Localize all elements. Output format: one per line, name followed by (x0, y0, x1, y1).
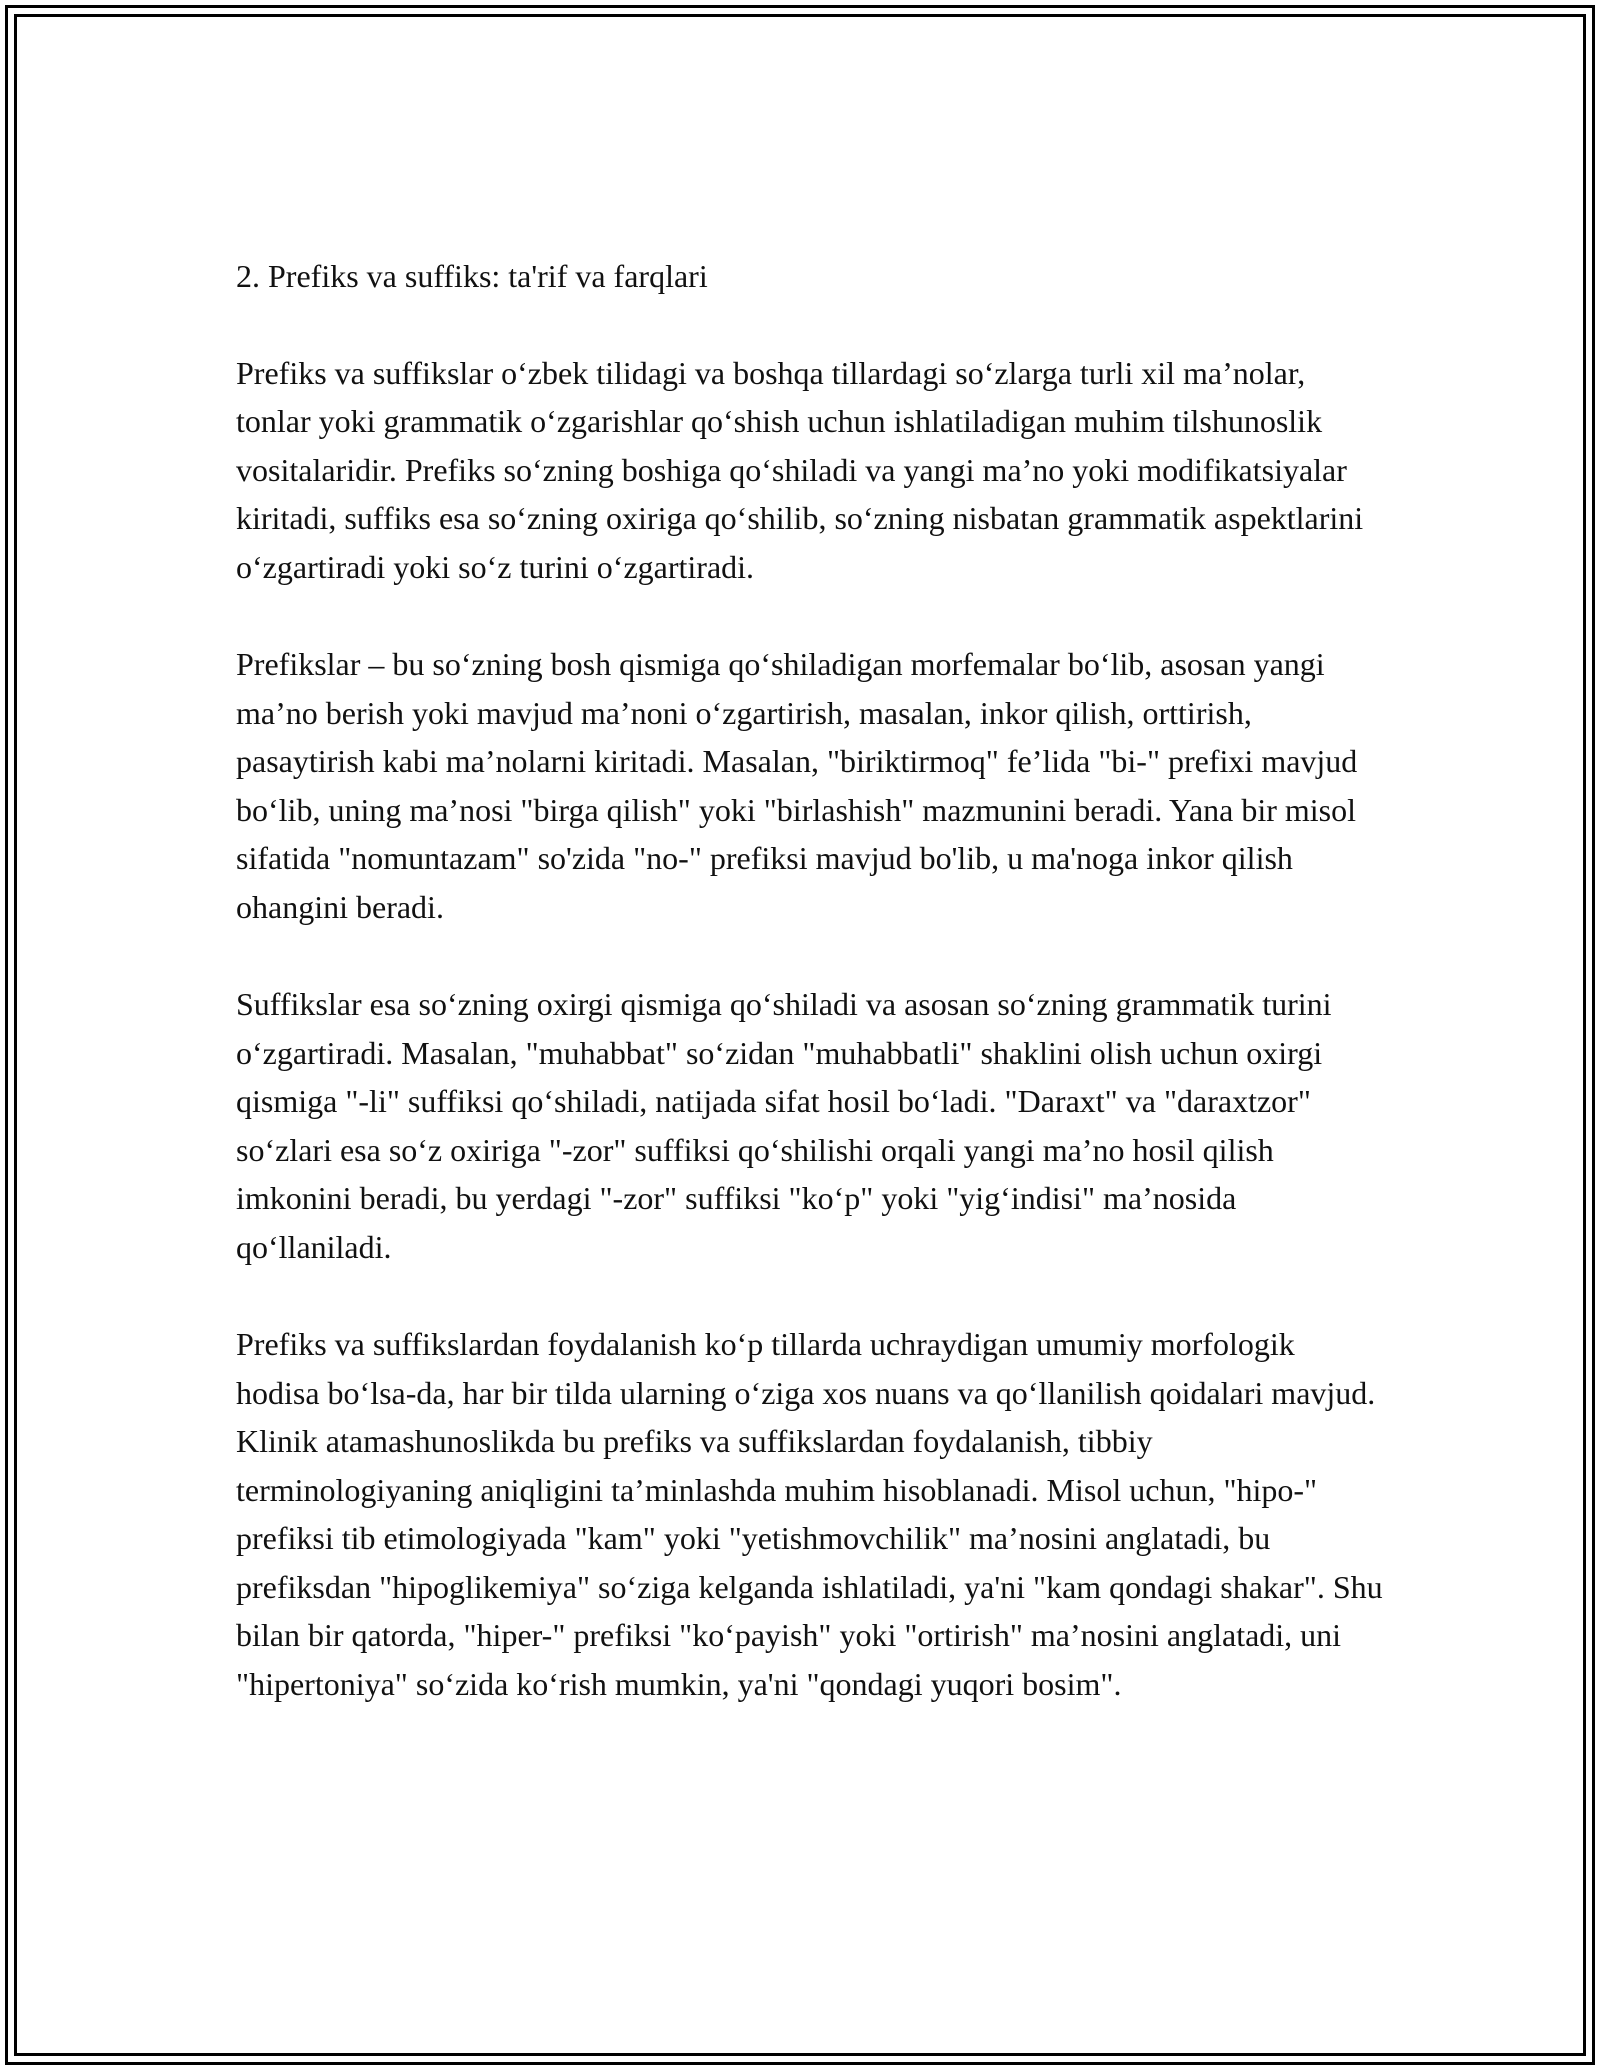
paragraph-intro: Prefiks va suffikslar o‘zbek tilidagi va boshqa tillardagi so‘zlarga turli xil ma’nolar, tonlar yoki grammatik o‘zgarishlar qo‘shish uchun ishlatiladigan muhim tilshunoslik vositalaridir. Prefiks so‘zning boshiga qo‘shiladi va yangi ma’no yoki modifikatsiyalar kiritadi, suffiks esa so‘zning oxiriga qo‘shilib, so‘zning nisbatan grammatik aspektlarini o‘zgartiradi yoki so‘z turini o‘zgartiradi. (236, 354, 1364, 585)
paragraph-prefixes: Prefikslar – bu so‘zning bosh qismiga qo‘shiladigan morfemalar bo‘lib, asosan yangi ma’no berish yoki mavjud ma’noni o‘zgartirish, masalan, inkor qilish, orttirish, pasaytirish kabi ma’nolarni kiritadi. Masalan, "biriktirmoq" fe’lida "bi-" prefixi mavjud bo‘lib, uning ma’nosi "birga qilish" yoki "birlashish" mazmunini beradi. Yana bir misol sifatida "nomuntazam" so'zida "no-" prefiksi mavjud bo'lib, u ma'noga inkor qilish ohangini beradi. (236, 646, 1358, 925)
paragraph-suffixes: Suffikslar esa so‘zning oxirgi qismiga qo‘shiladi va asosan so‘zning grammatik turini o‘zgartiradi. Masalan, "muhabbat" so‘zidan "muhabbatli" shaklini olish uchun oxirgi qismiga "-li" suffiksi qo‘shiladi, natijada sifat hosil bo‘ladi. "Daraxt" va "daraxtzor" so‘zlari esa so‘z oxiriga "-zor" suffiksi qo‘shilishi orqali yangi ma’no hosil qilish imkonini beradi, bu yerdagi "-zor" suffiksi "ko‘p" yoki "yig‘indisi" ma’nosida qo‘llaniladi. (236, 986, 1332, 1265)
document-body (236, 252, 1386, 1708)
section-heading: 2. Prefiks va suffiks: ta'rif va farqlari (236, 258, 708, 294)
paragraph-usage: Prefiks va suffikslardan foydalanish ko‘p tillarda uchraydigan umumiy morfologik hodisa bo‘lsa-da, har bir tilda ularning o‘ziga xos nuans va qo‘llanilish qoidalari mavjud. Klinik atamashunoslikda bu prefiks va suffikslardan foydalanish, tibbiy terminologiyaning aniqligini ta’minlashda muhim hisoblanadi. Misol uchun, "hipo-" prefiksi tib etimologiyada "kam" yoki "yetishmovchilik" ma’nosini anglatadi, bu prefiksdan "hipoglikemiya" so‘ziga kelganda ishlatiladi, ya'ni "kam qondagi shakar". Shu bilan bir qatorda, "hiper-" prefiksi "ko‘payish" yoki "ortirish" ma’nosini anglatadi, uni "hipertoniya" so‘zida ko‘rish mumkin, ya'ni "qondagi yuqori bosim". (236, 1326, 1383, 1702)
